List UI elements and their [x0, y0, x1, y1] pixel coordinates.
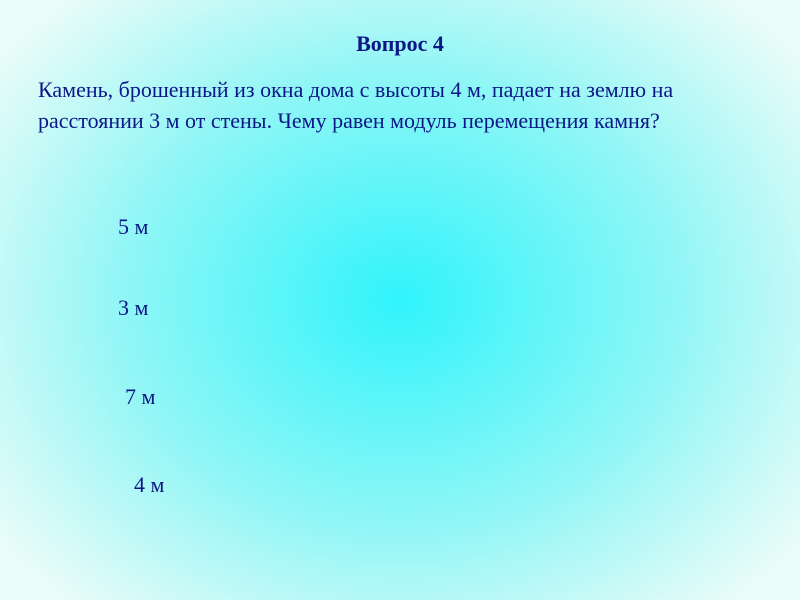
question-text: Камень, брошенный из окна дома с высоты 4 м, падает на землю на расстоянии 3 м от стены. Чему равен модуль перемещения камня? [38, 77, 674, 133]
question-title: Вопрос 4 [356, 31, 444, 56]
answer-option-4[interactable]: 4 м [134, 472, 165, 497]
answer-option-2[interactable]: 3 м [118, 295, 149, 320]
answer-option-1[interactable]: 5 м [118, 214, 149, 239]
answer-option-3[interactable]: 7 м [125, 384, 156, 409]
